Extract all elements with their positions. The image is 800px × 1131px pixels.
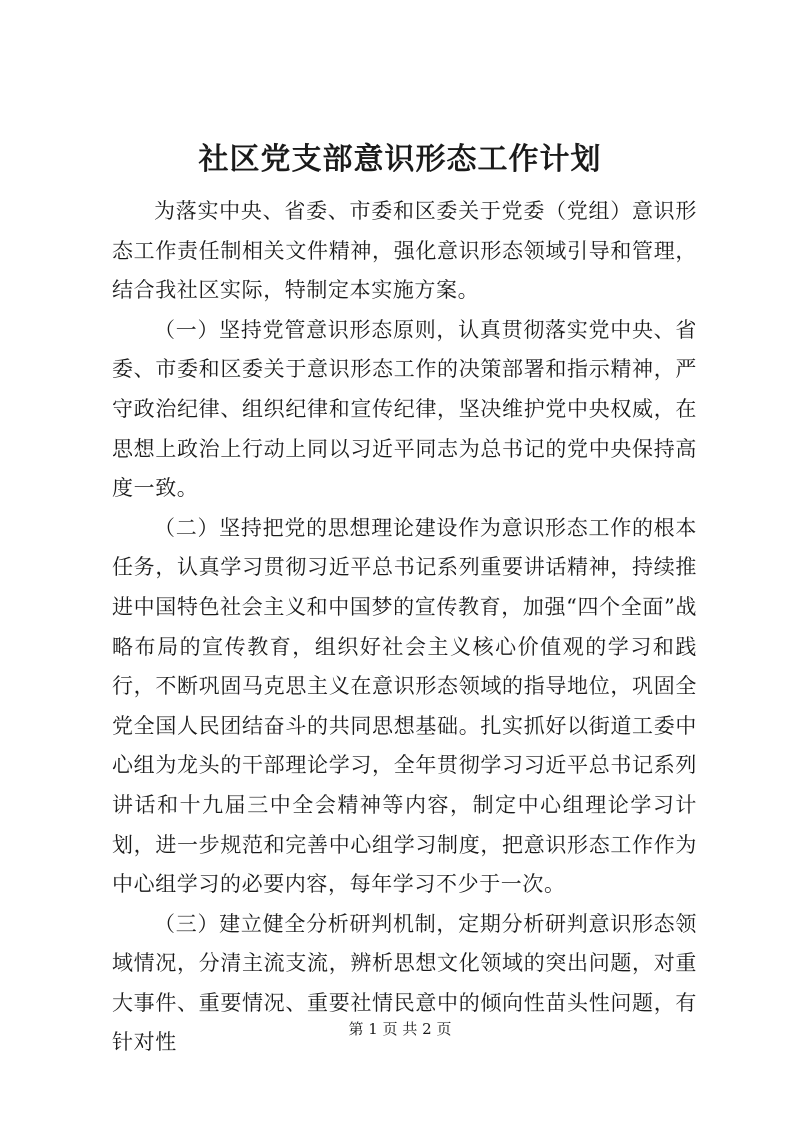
- paragraph-intro: 为落实中央、省委、市委和区委关于党委（党组）意识形态工作责任制相关文件精神，强化意识形态领域引导和管理，结合我社区实际，特制定本实施方案。: [112, 199, 697, 303]
- paragraph-section-1: （一）坚持党管意识形态原则，认真贯彻落实党中央、省委、市委和区委关于意识形态工作的决策部署和指示精神，严守政治纪律、组织纪律和宣传纪律，坚决维护党中央权威，在思想上政治上行动上同以习近平同志为总书记的党中央保持高度一致。: [112, 317, 697, 501]
- paragraph-section-2: （二）坚持把党的思想理论建设作为意识形态工作的根本任务，认真学习贯彻习近平总书记系列重要讲话精神，持续推进中国特色社会主义和中国梦的宣传教育，加强“四个全面”战略布局的宣传教育，组织好社会主义核心价值观的学习和践行，不断巩固马克思主义在意识形态领域的指导地位，巩固全党全国人民团结奋斗的共同思想基础。扎实抓好以街道工委中心组为龙头的干部理论学习，全年贯彻学习习近平总书记系列讲话和十九届三中全会精神等内容，制定中心组理论学习计划，进一步规范和完善中心组学习制度，把意识形态工作作为中心组学习的必要内容，每年学习不少于一次。: [112, 515, 697, 897]
- paragraph-section-3: （三）建立健全分析研判机制，定期分析研判意识形态领域情况，分清主流支流，辨析思想文化领域的突出问题，对重大事件、重要情况、重要社情民意中的倾向性苗头性问题，有针对性: [112, 911, 697, 1055]
- document-title: 社区党支部意识形态工作计划: [198, 142, 602, 177]
- document-body: [112, 192, 697, 1063]
- page-footer: 第 1 页 共 2 页: [348, 1020, 452, 1038]
